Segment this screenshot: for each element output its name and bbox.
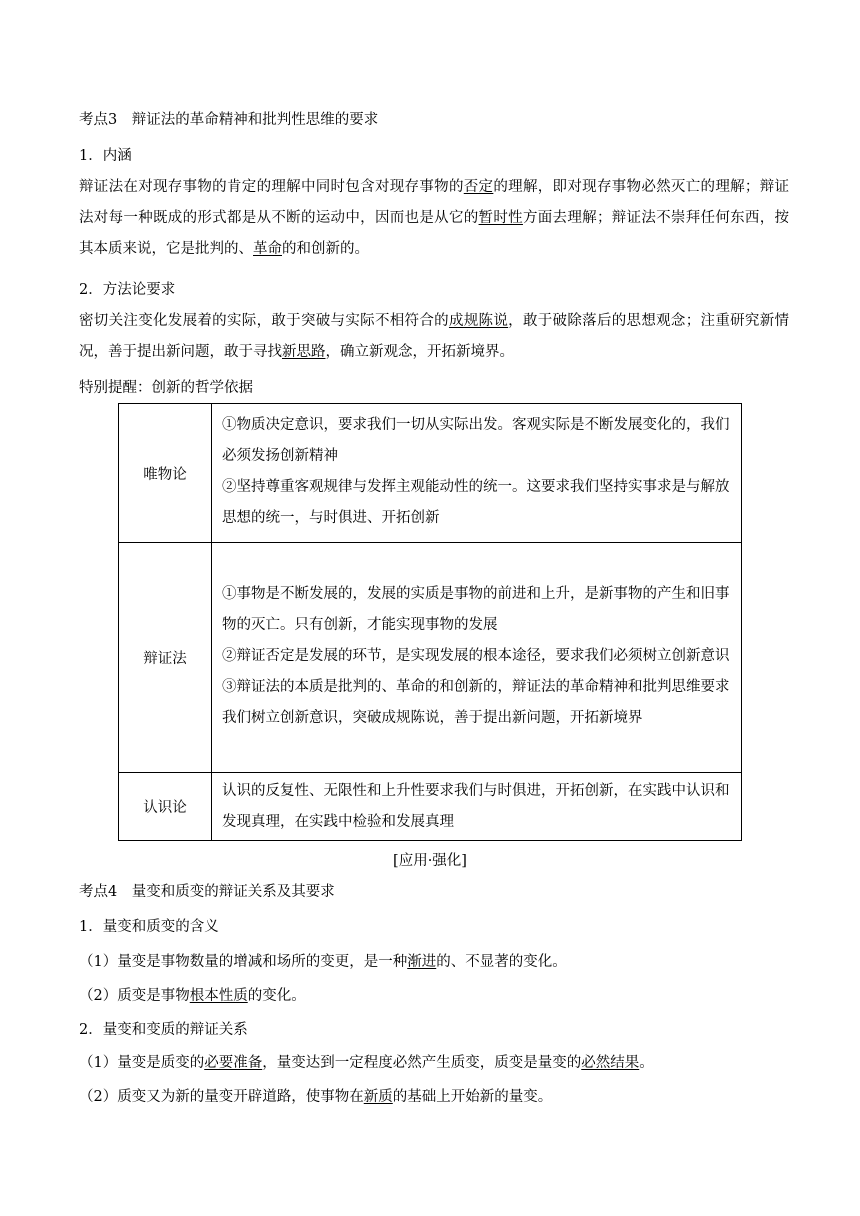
row-head-dialectics: 辩证法 (119, 543, 212, 773)
key-term: 根本性质 (189, 988, 248, 1004)
row-content: ①物质决定意识，要求我们一切从实际出发。客观实际是不断发展变化的，我们必须发扬创新精神 ②坚持尊重客观规律与发挥主观能动性的统一。这要求我们坚持实事求是与解放思想的统一，与时俱进、开拓创新 (212, 404, 742, 543)
key-term: 新思路 (282, 344, 326, 360)
table-row (119, 543, 742, 773)
section-4-title: 考点4 量变和质变的辩证关系及其要求 (79, 884, 335, 900)
heading-relationship: 2．量变和变质的辩证关系 (79, 1022, 248, 1038)
row-content: ①事物是不断发展的，发展的实质是事物的前进和上升，是新事物的产生和旧事物的灭亡。只有创新，才能实现事物的发展 ②辩证否定是发展的环节，是实现发展的根本途径，要求我们必须树立创新意识 ③辩证法的本质是批判的、革命的和创新的，辩证法的革命精神和批判思维要求我们树立创新意识，突破成规陈说，善于提出新问题，开拓新境界 (212, 543, 742, 773)
apply-strengthen-label: [应用·强化] (393, 853, 467, 869)
heading-connotation: 1．内涵 (79, 148, 132, 164)
key-term: 必然结果 (581, 1055, 640, 1071)
innovation-basis-table (118, 403, 742, 841)
list-item: （2）质变又为新的量变开辟道路，使事物在新质的基础上开始新的量变。 (79, 1089, 553, 1105)
list-item: （1）量变是事物数量的增减和场所的变更，是一种渐进的、不显著的变化。 (79, 954, 567, 970)
row-content: 认识的反复性、无限性和上升性要求我们与时俱进，开拓创新，在实践中认识和发现真理，在实践中检验和发展真理 (212, 773, 742, 841)
section-3-title: 考点3 辩证法的革命精神和批判性思维的要求 (79, 112, 379, 128)
heading-meaning: 1．量变和质变的含义 (79, 919, 219, 935)
list-item: （2）质变是事物根本性质的变化。 (79, 988, 306, 1004)
key-term: 渐进 (407, 954, 437, 970)
key-term: 暂时性 (478, 210, 523, 226)
connotation-paragraph: 辩证法在对现存事物的肯定的理解中同时包含对现存事物的否定的理解，即对现存事物必然灭亡的理解；辩证法对每一种既成的形式都是从不断的运动中，因而也是从它的暂时性方面去理解；辩证法不崇拜任何东西，按其本质来说，它是批判的、革命的和创新的。 (79, 179, 790, 257)
key-term: 革命 (253, 241, 282, 257)
special-note: 特别提醒：创新的哲学依据 (79, 380, 253, 396)
table-row (119, 404, 742, 543)
heading-methodology: 2．方法论要求 (79, 282, 176, 298)
key-term: 否定 (463, 179, 494, 195)
key-term: 必要准备 (204, 1055, 263, 1071)
row-head-epistemology: 认识论 (119, 773, 212, 841)
methodology-paragraph: 密切关注变化发展着的实际，敢于突破与实际不相符合的成规陈说，敢于破除落后的思想观念；注重研究新情况，善于提出新问题，敢于寻找新思路，确立新观念，开拓新境界。 (79, 313, 790, 360)
key-term: 新质 (363, 1089, 393, 1105)
table-row (119, 773, 742, 841)
list-item: （1）量变是质变的必要准备，量变达到一定程度必然产生质变，质变是量变的必然结果。 (79, 1055, 654, 1071)
key-term: 成规陈说 (448, 313, 509, 329)
row-head-materialism: 唯物论 (119, 404, 212, 543)
